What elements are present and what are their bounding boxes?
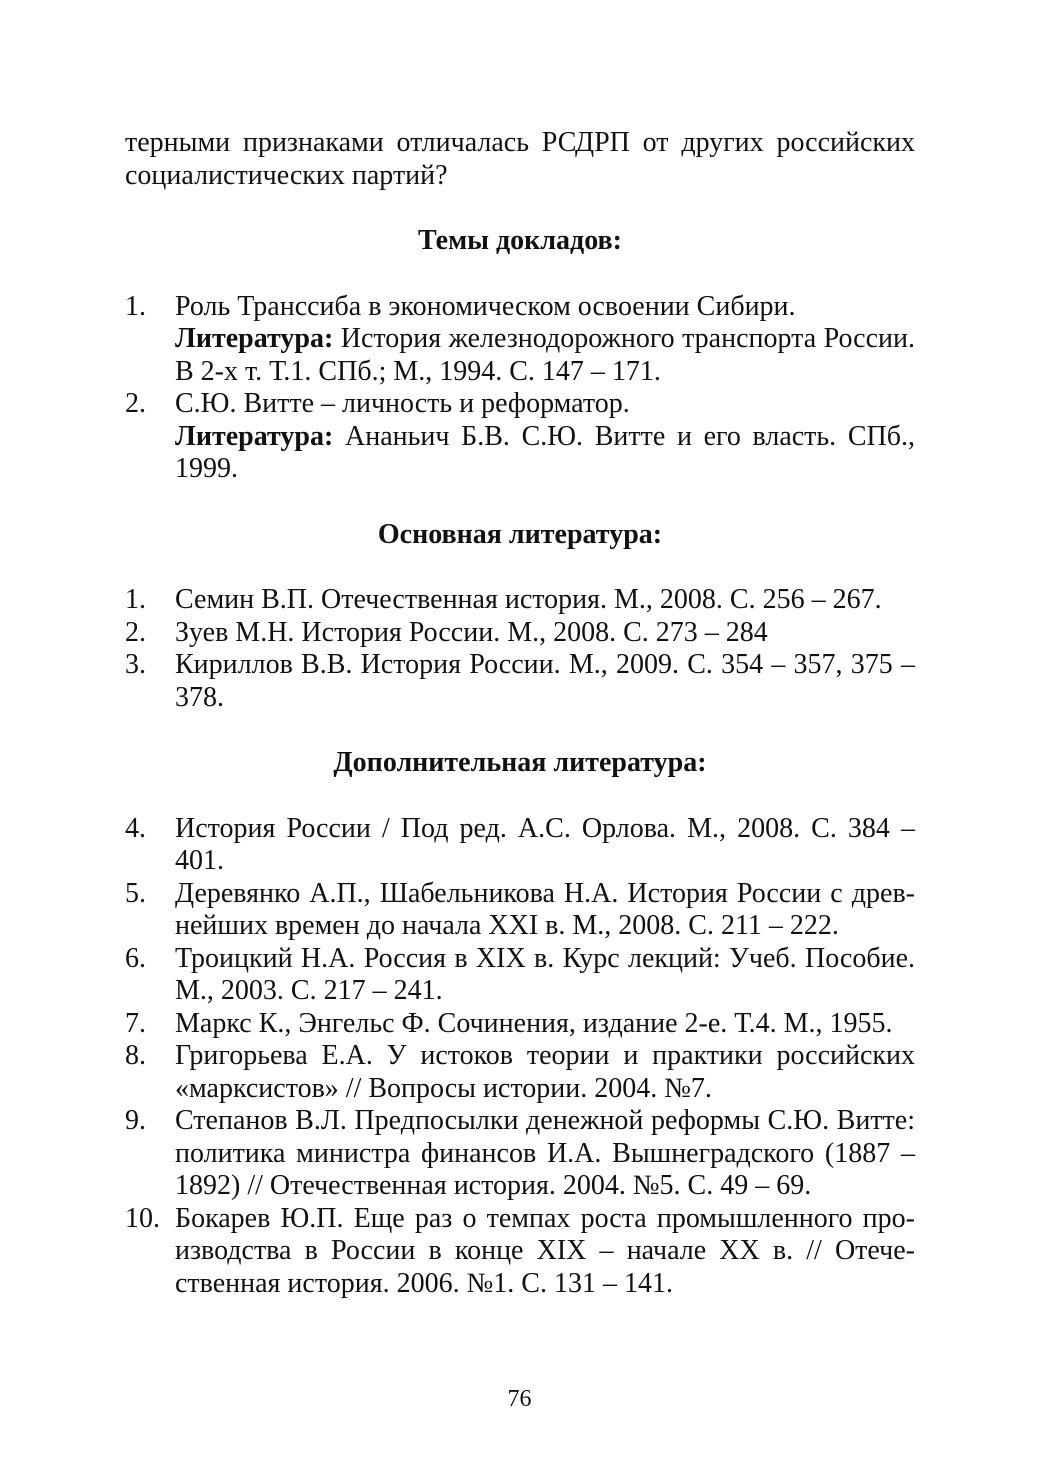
list-item xyxy=(125,617,915,650)
item-number: 2. xyxy=(125,388,146,419)
intro-paragraph: терными признаками отличалась РСДРП от других российских социалистических партий? xyxy=(125,127,915,191)
list-item xyxy=(125,813,915,878)
item-number: 5. xyxy=(125,877,146,909)
main-literature-heading: Основная литература: xyxy=(377,518,663,550)
item-text: История России / Под ред. А.С. Орлова. М., 2008. С. 384 – 401. xyxy=(175,812,915,876)
item-number: 8. xyxy=(125,1040,146,1071)
item-text: Троицкий Н.А. Россия в XIX в. Курс лекций: Учеб. Пособие. М., 2003. С. 217 – 241. xyxy=(175,942,915,1006)
item-text: Степанов В.Л. Предпосылки денежной реформы С.Ю. Витте: политика министра финансов И.А. Вышнеградского (1887 – 1892) // Отечественная история. 2004. №5. С. 49 – 69. xyxy=(175,1105,915,1201)
literature-label: Литература: xyxy=(175,323,334,354)
list-item xyxy=(125,649,915,714)
item-number: 4. xyxy=(125,812,146,844)
additional-literature-list xyxy=(125,813,915,1301)
item-number: 7. xyxy=(125,1007,146,1039)
list-item xyxy=(125,943,915,1008)
list-item xyxy=(125,1008,915,1041)
item-number: 1. xyxy=(125,584,146,615)
item-number: 1. xyxy=(125,290,146,322)
report-title: С.Ю. Витте – личность и реформатор. xyxy=(175,388,630,419)
item-number: 2. xyxy=(125,616,146,648)
item-text: Деревянко А.П., Шабельникова Н.А. История России с древнейших времен до начала XXI в. М., 2008. С. 211 – 222. xyxy=(175,877,915,941)
page-number: 76 xyxy=(507,1386,532,1412)
item-number: 9. xyxy=(125,1105,146,1136)
list-item xyxy=(125,1040,915,1105)
page-content xyxy=(125,127,915,1300)
list-item xyxy=(125,1203,915,1301)
list-item xyxy=(125,388,915,486)
item-body xyxy=(175,291,915,389)
item-text: Зуев М.Н. История России. М., 2008. С. 273 – 284 xyxy=(175,616,768,648)
literature-label: Литература: xyxy=(175,420,334,452)
main-literature-list xyxy=(125,584,915,714)
list-item xyxy=(125,291,915,389)
item-body xyxy=(175,388,915,486)
item-text: Маркс К., Энгельс Ф. Сочинения, издание 2-е. Т.4. М., 1955. xyxy=(175,1007,893,1039)
item-text: Кириллов В.В. История России. М., 2009. С. 354 – 357, 375 – 378. xyxy=(175,649,915,713)
literature-text: История железнодорожного транспорта России. В 2-х т. Т.1. СПб.; М., 1994. С. 147 – 171. xyxy=(175,323,915,387)
item-text: Семин В.П. Отечественная история. М., 2008. С. 256 – 267. xyxy=(175,584,882,615)
item-number: 3. xyxy=(125,649,146,680)
report-literature xyxy=(175,323,915,388)
list-item xyxy=(125,1105,915,1203)
item-text: Григорьева Е.А. У истоков теории и практики российских «марксистов» // Вопросы истории. 2004. №7. xyxy=(175,1040,915,1104)
literature-text: Ананьич Б.В. С.Ю. Витте и его власть. СПб., 1999. xyxy=(175,420,916,484)
list-item xyxy=(125,584,915,617)
reports-heading: Темы докладов: xyxy=(418,225,622,256)
item-number: 10. xyxy=(125,1202,160,1234)
additional-literature-heading: Дополнительная литература: xyxy=(333,747,707,778)
report-title: Роль Транссиба в экономическом освоении Сибири. xyxy=(175,290,796,322)
item-text: Бокарев Ю.П. Еще раз о темпах роста промышленного производства в России в конце XIX – начале XX в. // Отечественная история. 2006. №1. С. 131 – 141. xyxy=(175,1202,915,1299)
list-item xyxy=(125,878,915,943)
report-literature xyxy=(175,421,915,486)
reports-list xyxy=(125,291,915,486)
item-number: 6. xyxy=(125,942,146,974)
